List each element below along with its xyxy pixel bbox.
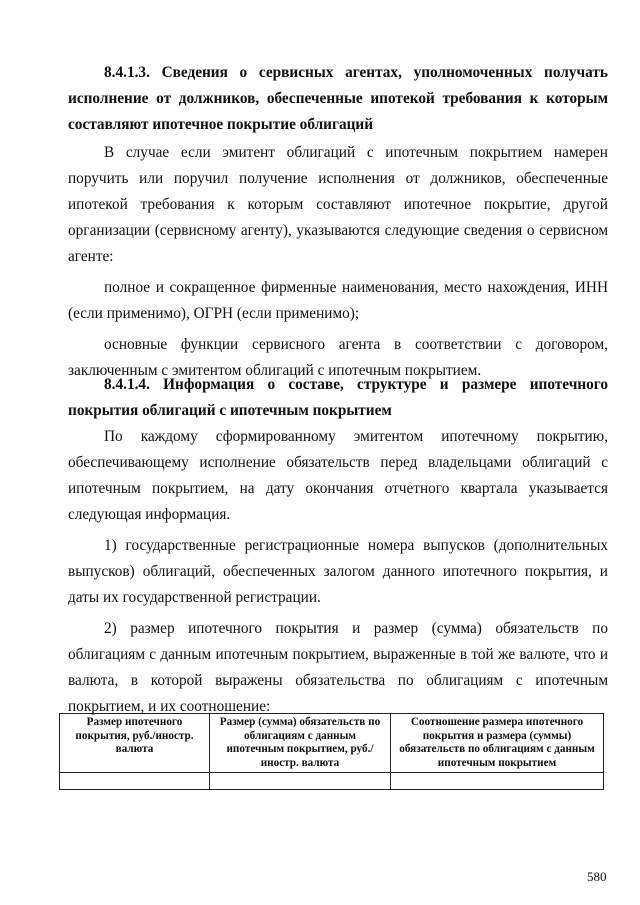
paragraph: В случае если эмитент облигаций с ипотечным покрытием намерен поручить или поручил получение исполнения от должников, обеспеченные ипотекой требования к которым составляют ипотечное покрытие, другой организации (сервисному агенту), указываются следующие сведения о сервисном агенте: — [68, 144, 608, 265]
section-title: Сведения о сервисных агентах, уполномоченных получать исполнение от должников, обеспеченные ипотекой требования к которым составляют ипотечное покрытие облигаций — [68, 64, 608, 133]
table-cell — [391, 773, 604, 790]
paragraph: По каждому сформированному эмитентом ипотечному покрытию, обеспечивающему исполнение обязательств перед владельцами облигаций с ипотечным покрытием, на дату окончания отчетного квартала указывается следующая информация. — [68, 428, 608, 523]
section-heading-8-4-1-3 — [68, 60, 608, 138]
paragraph: 1) государственные регистрационные номера выпусков (дополнительных выпусков) облигаций, обеспеченных залогом данного ипотечного покрытия, и даты их государственной регистрации. — [68, 537, 608, 606]
table-cell — [210, 773, 391, 790]
table-header-cell: Соотношение размера ипотечного покрытия и размера (суммы) обязательств по облигациям с данным ипотечным покрытием — [391, 714, 604, 773]
paragraph: полное и сокращенное фирменные наименования, место нахождения, ИНН (если применимо), ОГРН (если применимо); — [68, 279, 608, 322]
section-number: 8.4.1.4. — [104, 376, 150, 393]
page-number: 580 — [587, 869, 607, 884]
table-header-cell: Размер ипотечного покрытия, руб./иностр. валюта — [60, 714, 210, 773]
section-body-8-4-1-4 — [68, 424, 608, 725]
table-header-cell: Размер (сумма) обязательств по облигациям с данным ипотечным покрытием, руб./иностр. валюта — [210, 714, 391, 773]
table-row — [60, 773, 604, 790]
section-title: Информация о составе, структуре и размере ипотечного покрытия облигаций с ипотечным покрытием — [68, 376, 608, 419]
paragraph: 2) размер ипотечного покрытия и размер (сумма) обязательств по облигациям с данным ипотечным покрытием, выраженные в той же валюте, что и валюта, в которой выражены обязательства по облигациям с ипотечным покрытием, и их соотношение: — [68, 620, 608, 715]
table-cell — [60, 773, 210, 790]
table-header-row — [60, 714, 604, 773]
section-heading-8-4-1-4 — [68, 372, 608, 424]
paragraph: основные функции сервисного агента в соответствии с договором, заключенным с эмитентом облигаций с ипотечным покрытием. — [68, 336, 608, 379]
section-number: 8.4.1.3. — [104, 64, 150, 81]
section-body-8-4-1-3 — [68, 140, 608, 389]
mortgage-coverage-table — [59, 713, 604, 790]
